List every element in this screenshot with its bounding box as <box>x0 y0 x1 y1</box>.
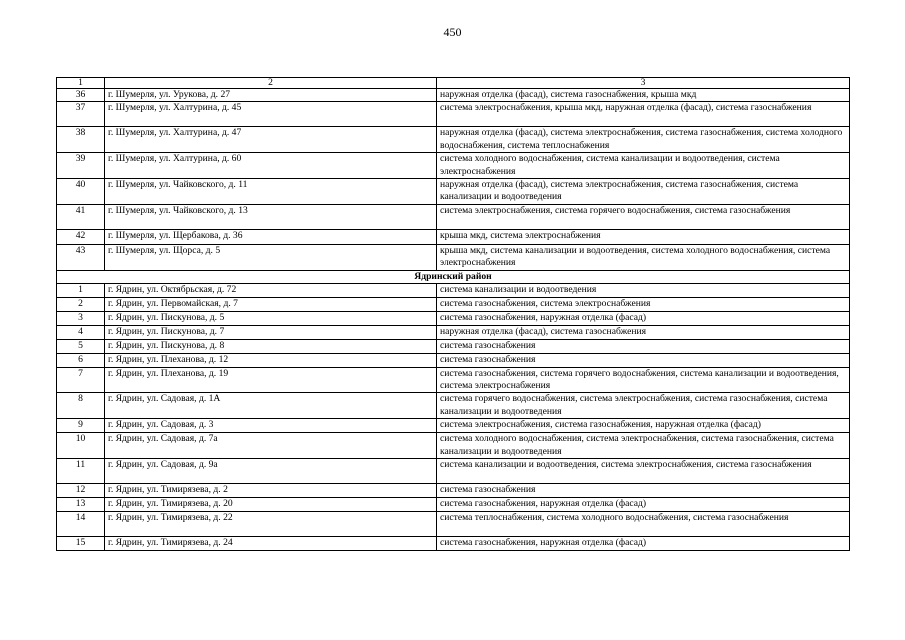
row-work-types: система горячего водоснабжения, система электроснабжения, система газоснабжения, система канализации и водоотведения <box>437 393 850 419</box>
table-body <box>57 78 850 551</box>
row-address: г. Шумерля, ул. Щербакова, д. 36 <box>105 229 437 244</box>
table-row <box>57 537 850 551</box>
column-number-2: 2 <box>105 78 437 89</box>
table-row <box>57 297 850 311</box>
row-work-types: система газоснабжения <box>437 339 850 353</box>
row-work-types: система газоснабжения, наружная отделка (фасад) <box>437 498 850 512</box>
row-work-types: наружная отделка (фасад), система газоснабжения <box>437 325 850 339</box>
row-address: г. Ядрин, ул. Тимирязева, д. 20 <box>105 498 437 512</box>
row-address: г. Шумерля, ул. Щорса, д. 5 <box>105 244 437 270</box>
row-address: г. Ядрин, ул. Тимирязева, д. 2 <box>105 484 437 498</box>
row-number: 2 <box>57 297 105 311</box>
row-address: г. Ядрин, ул. Садовая, д. 1А <box>105 393 437 419</box>
row-work-types: система электроснабжения, система газоснабжения, наружная отделка (фасад) <box>437 419 850 433</box>
row-address: г. Ядрин, ул. Тимирязева, д. 22 <box>105 512 437 537</box>
row-work-types: система холодного водоснабжения, система электроснабжения, система газоснабжения, система канализации и водоотведения <box>437 433 850 459</box>
row-work-types: крыша мкд, система электроснабжения <box>437 229 850 244</box>
row-address: г. Шумерля, ул. Халтурина, д. 60 <box>105 153 437 179</box>
row-number: 4 <box>57 325 105 339</box>
row-number: 7 <box>57 367 105 393</box>
row-number: 41 <box>57 204 105 229</box>
row-address: г. Ядрин, ул. Первомайская, д. 7 <box>105 297 437 311</box>
row-work-types: система теплоснабжения, система холодного водоснабжения, система газоснабжения <box>437 512 850 537</box>
row-number: 40 <box>57 179 105 205</box>
document-table-container <box>56 77 850 551</box>
row-number: 38 <box>57 127 105 153</box>
table-row <box>57 127 850 153</box>
row-number: 43 <box>57 244 105 270</box>
row-number: 42 <box>57 229 105 244</box>
row-work-types: наружная отделка (фасад), система газоснабжения, крыша мкд <box>437 89 850 102</box>
table-header-row <box>57 78 850 89</box>
row-work-types: система электроснабжения, система горячего водоснабжения, система газоснабжения <box>437 204 850 229</box>
row-work-types: система канализации и водоотведения, система электроснабжения, система газоснабжения <box>437 459 850 484</box>
table-row <box>57 153 850 179</box>
row-number: 5 <box>57 339 105 353</box>
row-number: 11 <box>57 459 105 484</box>
row-work-types: система газоснабжения <box>437 484 850 498</box>
row-address: г. Ядрин, ул. Садовая, д. 3 <box>105 419 437 433</box>
row-number: 36 <box>57 89 105 102</box>
table-row <box>57 367 850 393</box>
table-row <box>57 179 850 205</box>
row-work-types: крыша мкд, система канализации и водоотведения, система холодного водоснабжения, система электроснабжения <box>437 244 850 270</box>
row-address: г. Ядрин, ул. Октябрьская, д. 72 <box>105 283 437 297</box>
row-number: 39 <box>57 153 105 179</box>
row-address: г. Шумерля, ул. Халтурина, д. 45 <box>105 102 437 127</box>
row-number: 14 <box>57 512 105 537</box>
section-title: Ядринский район <box>57 270 850 283</box>
section-header-row <box>57 270 850 283</box>
table-row <box>57 102 850 127</box>
row-number: 10 <box>57 433 105 459</box>
row-number: 3 <box>57 311 105 325</box>
row-work-types: система газоснабжения, наружная отделка (фасад) <box>437 537 850 551</box>
row-work-types: система газоснабжения, система электроснабжения <box>437 297 850 311</box>
table-row <box>57 89 850 102</box>
table-row <box>57 283 850 297</box>
row-number: 37 <box>57 102 105 127</box>
table-row <box>57 229 850 244</box>
row-address: г. Ядрин, ул. Пискунова, д. 7 <box>105 325 437 339</box>
row-work-types: система холодного водоснабжения, система канализации и водоотведения, система электроснабжения <box>437 153 850 179</box>
row-number: 8 <box>57 393 105 419</box>
row-address: г. Ядрин, ул. Садовая, д. 7а <box>105 433 437 459</box>
row-address: г. Ядрин, ул. Тимирязева, д. 24 <box>105 537 437 551</box>
row-number: 6 <box>57 353 105 367</box>
table-row <box>57 244 850 270</box>
table-row <box>57 204 850 229</box>
row-address: г. Ядрин, ул. Пискунова, д. 8 <box>105 339 437 353</box>
row-number: 12 <box>57 484 105 498</box>
row-work-types: наружная отделка (фасад), система электроснабжения, система газоснабжения, система канализации и водоотведения <box>437 179 850 205</box>
row-address: г. Ядрин, ул. Пискунова, д. 5 <box>105 311 437 325</box>
row-address: г. Шумерля, ул. Урукова, д. 27 <box>105 89 437 102</box>
column-number-3: 3 <box>437 78 850 89</box>
row-number: 15 <box>57 537 105 551</box>
row-work-types: наружная отделка (фасад), система электроснабжения, система газоснабжения, система холодного водоснабжения, система теплоснабжения <box>437 127 850 153</box>
row-number: 9 <box>57 419 105 433</box>
table-row <box>57 311 850 325</box>
row-number: 1 <box>57 283 105 297</box>
repair-works-table <box>56 77 850 551</box>
row-number: 13 <box>57 498 105 512</box>
row-work-types: система канализации и водоотведения <box>437 283 850 297</box>
row-work-types: система газоснабжения <box>437 353 850 367</box>
row-address: г. Шумерля, ул. Халтурина, д. 47 <box>105 127 437 153</box>
table-row <box>57 353 850 367</box>
column-number-1: 1 <box>57 78 105 89</box>
table-row <box>57 484 850 498</box>
row-address: г. Ядрин, ул. Садовая, д. 9а <box>105 459 437 484</box>
table-row <box>57 393 850 419</box>
table-row <box>57 325 850 339</box>
table-row <box>57 419 850 433</box>
page-number: 450 <box>443 25 462 39</box>
table-row <box>57 433 850 459</box>
table-row <box>57 459 850 484</box>
row-address: г. Ядрин, ул. Плеханова, д. 12 <box>105 353 437 367</box>
row-work-types: система газоснабжения, система горячего водоснабжения, система канализации и водоотведения, система электроснабжения <box>437 367 850 393</box>
row-address: г. Шумерля, ул. Чайковского, д. 11 <box>105 179 437 205</box>
row-work-types: система электроснабжения, крыша мкд, наружная отделка (фасад), система газоснабжения <box>437 102 850 127</box>
table-row <box>57 512 850 537</box>
row-address: г. Шумерля, ул. Чайковского, д. 13 <box>105 204 437 229</box>
table-row <box>57 339 850 353</box>
row-work-types: система газоснабжения, наружная отделка (фасад) <box>437 311 850 325</box>
table-row <box>57 498 850 512</box>
row-address: г. Ядрин, ул. Плеханова, д. 19 <box>105 367 437 393</box>
